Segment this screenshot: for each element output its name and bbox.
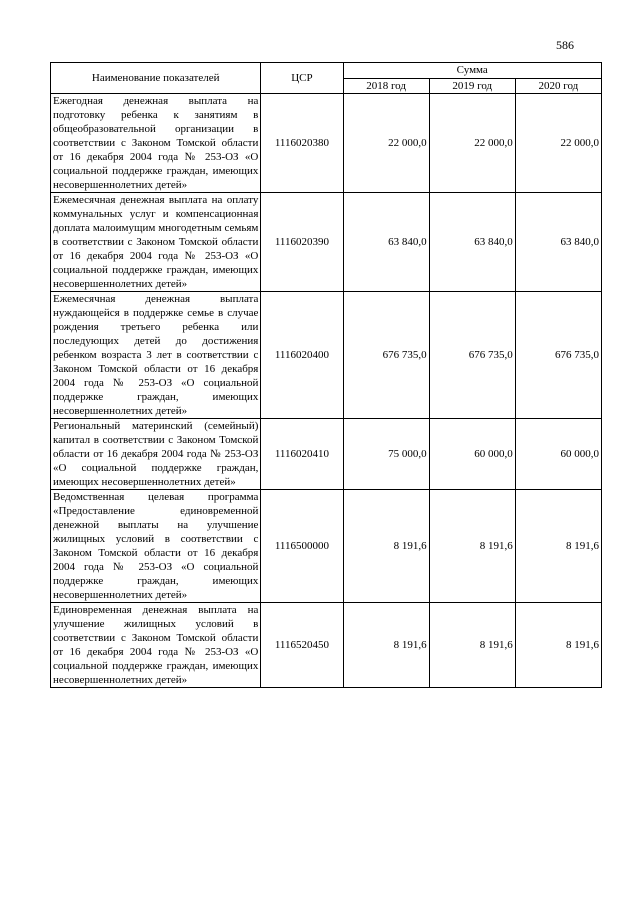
row-csr: 1116020410 <box>261 419 343 490</box>
header-sum: Сумма <box>343 63 601 79</box>
header-year-2018: 2018 год <box>343 78 429 94</box>
row-amount-2018: 63 840,0 <box>343 193 429 292</box>
row-csr: 1116020400 <box>261 292 343 419</box>
row-amount-2019: 63 840,0 <box>429 193 515 292</box>
row-amount-2019: 22 000,0 <box>429 94 515 193</box>
row-amount-2020: 60 000,0 <box>515 419 601 490</box>
row-amount-2018: 676 735,0 <box>343 292 429 419</box>
row-amount-2020: 63 840,0 <box>515 193 601 292</box>
header-csr: ЦСР <box>261 63 343 94</box>
row-amount-2020: 22 000,0 <box>515 94 601 193</box>
row-csr: 1116020390 <box>261 193 343 292</box>
row-amount-2019: 8 191,6 <box>429 603 515 688</box>
table-row <box>51 292 602 419</box>
page-number: 586 <box>556 38 574 52</box>
row-name: Ежегодная денежная выплата на подготовку ребенка к занятиям в общеобразовательной организации в соответствии с Законом Томской области от 16 декабря 2004 года № 253-ОЗ «О социальной поддержке граждан, имеющих несовершеннолетних детей» <box>51 94 261 193</box>
row-amount-2019: 8 191,6 <box>429 490 515 603</box>
row-amount-2020: 676 735,0 <box>515 292 601 419</box>
row-name: Ведомственная целевая программа «Предоставление единовременной денежной выплаты на улучшение жилищных условий в соответствии с Законом Томской области от 16 декабря 2004 года № 253-ОЗ «О социальной поддержке граждан, имеющих несовершеннолетних детей» <box>51 490 261 603</box>
row-amount-2019: 60 000,0 <box>429 419 515 490</box>
row-amount-2020: 8 191,6 <box>515 490 601 603</box>
row-amount-2018: 22 000,0 <box>343 94 429 193</box>
table-row <box>51 490 602 603</box>
table-row <box>51 94 602 193</box>
header-year-2019: 2019 год <box>429 78 515 94</box>
table-row <box>51 603 602 688</box>
table-row <box>51 193 602 292</box>
header-name: Наименование показателей <box>51 63 261 94</box>
row-csr: 1116520450 <box>261 603 343 688</box>
row-name: Единовременная денежная выплата на улучшение жилищных условий в соответствии с Законом Томской области от 16 декабря 2004 года № 253-ОЗ «О социальной поддержке граждан, имеющих несовершеннолетних детей» <box>51 603 261 688</box>
row-amount-2018: 8 191,6 <box>343 490 429 603</box>
header-year-2020: 2020 год <box>515 78 601 94</box>
row-amount-2018: 75 000,0 <box>343 419 429 490</box>
row-amount-2018: 8 191,6 <box>343 603 429 688</box>
table-row <box>51 419 602 490</box>
row-name: Региональный материнский (семейный) капитал в соответствии с Законом Томской области от 16 декабря 2004 года № 253-ОЗ «О социальной поддержке граждан, имеющих несовершеннолетних детей» <box>51 419 261 490</box>
row-name: Ежемесячная денежная выплата на оплату коммунальных услуг и компенсационная доплата малоимущим многодетным семьям в соответствии с Законом Томской области от 16 декабря 2004 года № 253-ОЗ «О социальной поддержке граждан, имеющих несовершеннолетних детей» <box>51 193 261 292</box>
row-amount-2019: 676 735,0 <box>429 292 515 419</box>
row-csr: 1116500000 <box>261 490 343 603</box>
budget-table <box>50 62 602 688</box>
row-csr: 1116020380 <box>261 94 343 193</box>
row-name: Ежемесячная денежная выплата нуждающейся в поддержке семье в случае рождения третьего ребенка или последующих детей до достижения ребенком возраста 3 лет в соответствии с Законом Томской области от 16 декабря 2004 года № 253-ОЗ «О социальной поддержке граждан, имеющих несовершеннолетних детей» <box>51 292 261 419</box>
row-amount-2020: 8 191,6 <box>515 603 601 688</box>
